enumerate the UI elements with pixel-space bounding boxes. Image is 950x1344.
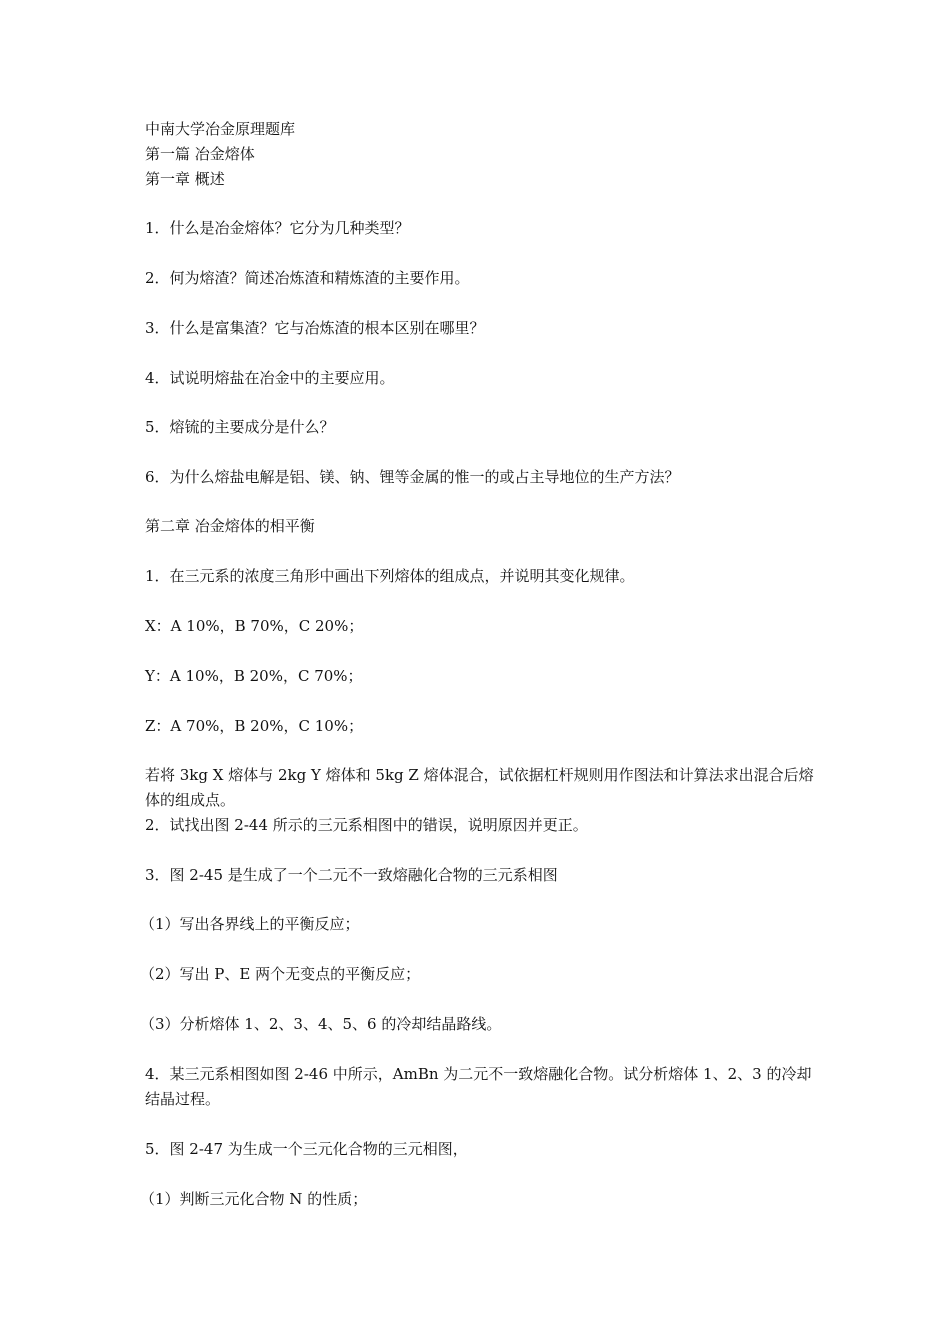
chapter-2-question-2: 2．试找出图 2-44 所示的三元系相图中的错误，说明原因并更正。 [145, 816, 588, 834]
chapter-1-heading: 第一章 概述 [145, 170, 225, 188]
question-5-sub-1: （1）判断三元化合物 N 的性质； [140, 1190, 368, 1208]
chapter-2-heading: 第二章 冶金熔体的相平衡 [145, 517, 315, 535]
chapter-1-question-2: 2．何为熔渣？简述冶炼渣和精炼渣的主要作用。 [145, 269, 470, 287]
chapter-2-question-3: 3．图 2-45 是生成了一个二元不一致熔融化合物的三元系相图 [145, 866, 558, 884]
part-heading: 第一篇 冶金熔体 [145, 145, 255, 163]
chapter-1-question-4: 4．试说明熔盐在冶金中的主要应用。 [145, 369, 395, 387]
chapter-2-question-1: 1．在三元系的浓度三角形中画出下列熔体的组成点，并说明其变化规律。 [145, 567, 635, 585]
chapter-1-question-3: 3．什么是富集渣？它与冶炼渣的根本区别在哪里？ [145, 319, 485, 337]
chapter-1-question-6: 6．为什么熔盐电解是铝、镁、钠、锂等金属的惟一的或占主导地位的生产方法？ [145, 468, 680, 486]
chapter-1-question-5: 5．熔锍的主要成分是什么？ [145, 418, 335, 436]
question-3-sub-3: （3）分析熔体 1、2、3、4、5、6 的冷却结晶路线。 [140, 1015, 502, 1033]
document-title: 中南大学冶金原理题库 [145, 120, 296, 138]
chapter-2-question-4: 4．某三元系相图如图 2-46 中所示，AmBn 为二元不一致熔融化合物。试分析熔体 1、2、3 的冷却结晶过程。 [145, 1065, 812, 1108]
chapter-1-question-1: 1．什么是冶金熔体？它分为几种类型？ [145, 219, 410, 237]
question-3-sub-1: （1）写出各界线上的平衡反应； [140, 915, 360, 933]
mixing-paragraph: 若将 3kg X 熔体与 2kg Y 熔体和 5kg Z 熔体混合，试依据杠杆规则用作图法和计算法求出混合后熔体的组成点。 [145, 766, 814, 809]
composition-x: X：A 10%，B 70%，C 20%； [145, 617, 364, 635]
chapter-2-question-5: 5．图 2-47 为生成一个三元化合物的三元相图， [145, 1140, 468, 1158]
composition-y: Y：A 10%，B 20%，C 70%； [145, 667, 363, 685]
composition-z: Z：A 70%，B 20%，C 10%； [145, 717, 364, 735]
question-3-sub-2: （2）写出 P、E 两个无变点的平衡反应； [140, 965, 421, 983]
